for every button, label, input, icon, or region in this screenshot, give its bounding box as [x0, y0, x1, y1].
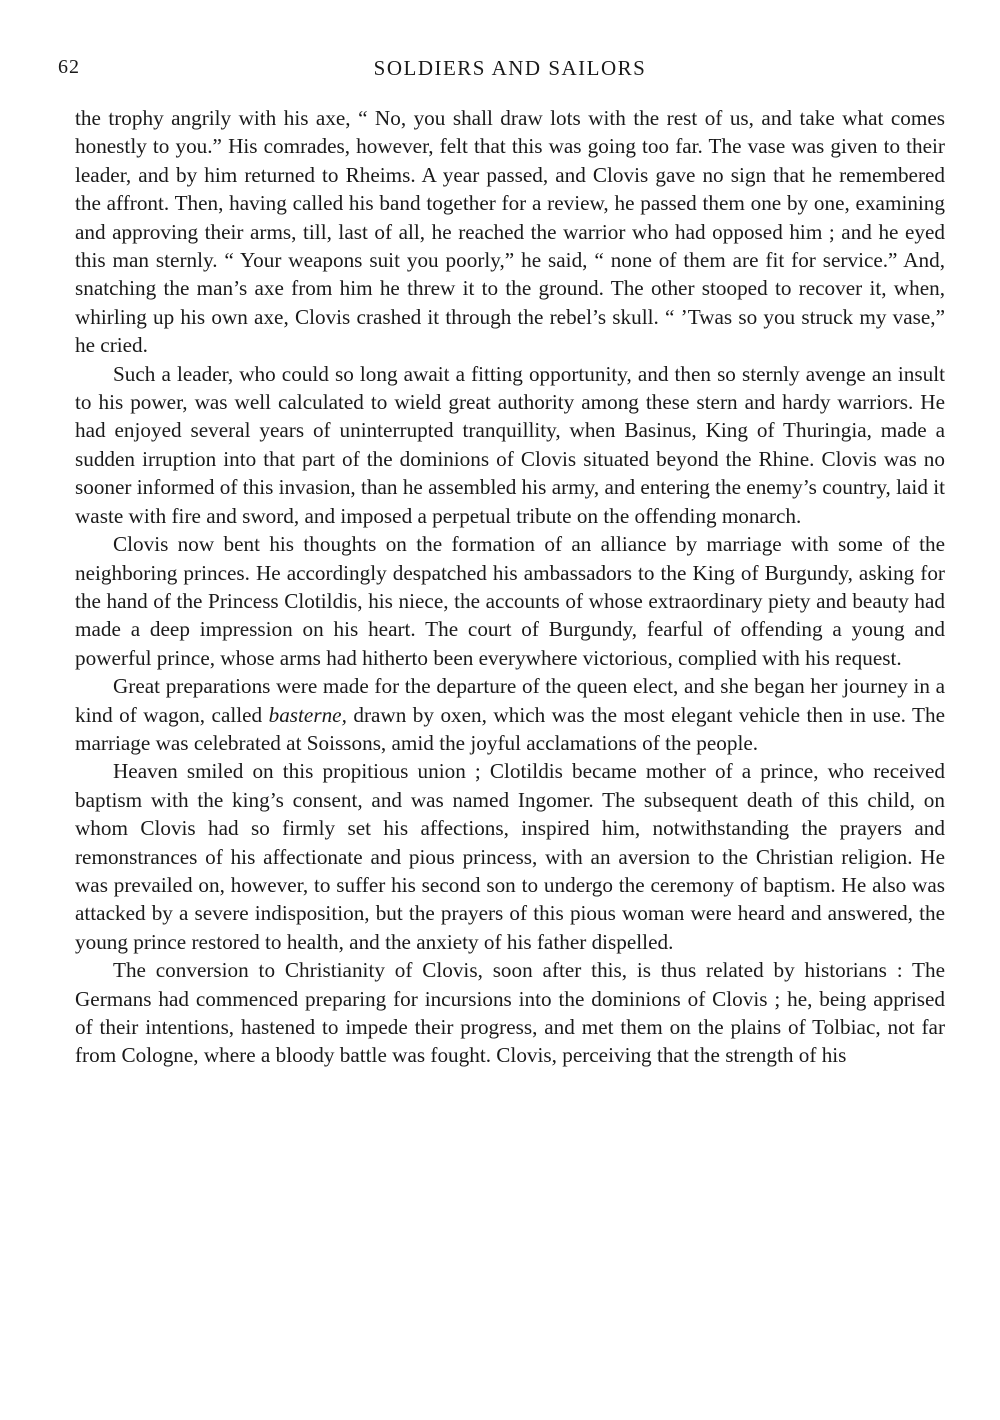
paragraph: [75, 104, 945, 360]
italic-term: basterne,: [268, 702, 347, 727]
text-segment: the trophy angrily with his axe, “ No, you shall draw lots with the rest of us, and take what comes honestly to you.” His comrades, however, felt that this was going too far. The vase was given to their leader, and by him returned to Rheims. A year passed, and Clovis gave no sign that he remembered the affront. Then, having called his band together for a review, he passed them one by one, examining and approving their arms, till, last of all, he reached the warrior who had opposed him ; and he eyed this man sternly. “ Your weapons suit you poorly,” he said, “ none of them are fit for service.” And, snatching the man’s axe from him he threw it to the ground. The other stooped to recover it, when, whirling up his own axe, Clovis crashed it through the rebel’s skull. “ ’Twas so you struck my vase,” he cried.: [75, 106, 945, 358]
paragraph: [75, 956, 945, 1070]
text-segment: Heaven smiled on this propitious union ; Clotildis became mother of a prince, who received baptism with the king’s consent, and was named Ingomer. The subsequent death of this child, on whom Clovis had so firmly set his affections, inspired him, notwithstanding the prayers and remonstrances of his affectionate and pious princess, with an aversion to the Christian religion. He was prevailed on, however, to suffer his second son to undergo the ceremony of baptism. He also was attacked by a severe indisposition, but the prayers of this pious woman were heard and answered, the young prince restored to health, and the anxiety of his father dispelled.: [75, 759, 945, 954]
paragraph: [75, 757, 945, 956]
text-segment: Such a leader, who could so long await a fitting opportunity, and then so sternly avenge an insult to his power, was well calculated to wield great authority among these stern and hardy warriors. He had enjoyed several years of uninterrupted tranquillity, when Basinus, King of Thuringia, made a sudden irruption into that part of the dominions of Clovis situated beyond the Rhine. Clovis was no sooner informed of this invasion, than he assembled his army, and entering the enemy’s country, laid it waste with fire and sword, and imposed a perpetual tribute on the offending monarch.: [75, 361, 945, 528]
text-segment: drawn by oxen, which was the most elegant vehicle then in use. The marriage was celebrated at Soissons, amid the joyful acclamations of the people.: [75, 702, 945, 755]
paragraph: [75, 672, 945, 757]
body-text: [75, 104, 945, 1070]
running-title: SOLDIERS AND SAILORS: [373, 56, 647, 80]
page-number: 62: [58, 56, 80, 78]
paragraph: [75, 360, 945, 530]
text-segment: Clovis now bent his thoughts on the formation of an alliance by marriage with some of the neighboring princes. He accordingly despatched his ambassadors to the King of Burgundy, asking for the hand of the Princess Clotildis, his niece, the accounts of whose extraordinary piety and beauty had made a deep impression on his heart. The court of Burgundy, fearful of offending a young and powerful prince, whose arms had hitherto been everywhere victorious, complied with his request.: [75, 532, 945, 670]
book-page: [58, 52, 945, 1070]
text-segment: The conversion to Christianity of Clovis, soon after this, is thus related by historians : The Germans had commenced preparing for incursions into the dominions of Clovis ; he, being apprised of their intentions, hastened to impede their progress, and met them on the plains of Tolbiac, not far from Cologne, where a bloody battle was fought. Clovis, perceiving that the strength of his: [75, 958, 945, 1068]
paragraph: [75, 530, 945, 672]
text-segment: Great preparations were made for the departure of the queen elect, and she began her journey in a kind of wagon, called: [75, 674, 945, 727]
page-header: [58, 52, 945, 86]
